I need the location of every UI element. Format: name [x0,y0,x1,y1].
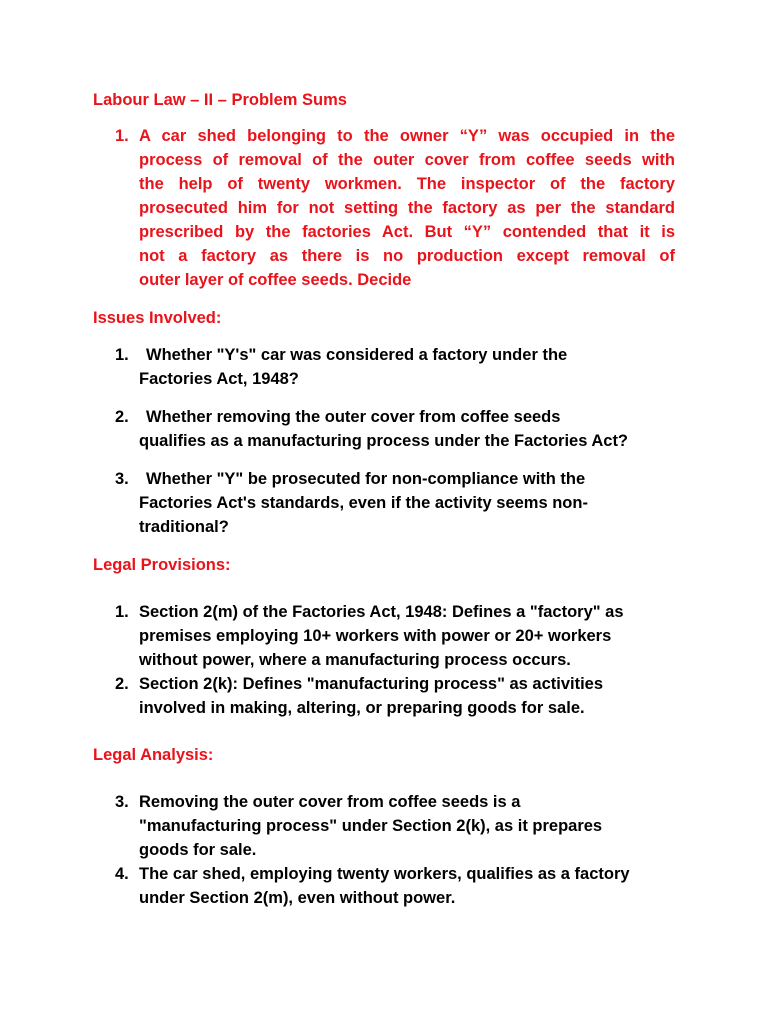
issues-heading: Issues Involved: [93,309,222,327]
issue-line: Whether "Y's" car was considered a factory under the [146,346,568,364]
issue-item [139,343,567,391]
problem-line: not a factory as there is no production except removal of [139,247,675,265]
issue-number: 1. [115,346,129,364]
analysis-number: 3. [115,793,129,811]
issue-number: 2. [115,408,129,426]
analysis-item [139,790,602,862]
problem-number: 1. [115,127,129,145]
issue-line: traditional? [139,518,229,536]
problem-line: process of removal of the outer cover from coffee seeds with [139,151,675,169]
issue-line: Factories Act's standards, even if the activity seems non- [139,494,588,512]
analysis-line: Removing the outer cover from coffee seeds is a [139,793,521,811]
provisions-heading: Legal Provisions: [93,556,231,574]
problem-line: prescribed by the factories Act. But “Y” contended that it is [139,223,675,241]
provision-line: Section 2(k): Defines "manufacturing process" as activities [139,675,604,693]
analysis-line: "manufacturing process" under Section 2(k), as it prepares [139,817,603,835]
provision-item [139,600,624,672]
problem-line: prosecuted him for not setting the factory as per the standard [139,199,675,217]
issue-line: qualifies as a manufacturing process under the Factories Act? [139,432,629,450]
provision-number: 2. [115,675,129,693]
analysis-line: The car shed, employing twenty workers, qualifies as a factory [139,865,630,883]
issue-number: 3. [115,470,129,488]
analysis-item [139,862,630,910]
issue-item [139,405,628,453]
provision-item [139,672,603,720]
issue-line: Whether "Y" be prosecuted for non-compliance with the [146,470,586,488]
analysis-heading: Legal Analysis: [93,746,214,764]
problem-line: the help of twenty workmen. The inspector of the factory [139,175,675,193]
document-title: Labour Law – II – Problem Sums [93,91,347,109]
analysis-number: 4. [115,865,129,883]
provision-line: premises employing 10+ workers with power or 20+ workers [139,627,612,645]
analysis-line: goods for sale. [139,841,257,859]
issue-line: Factories Act, 1948? [139,370,299,388]
issue-line: Whether removing the outer cover from coffee seeds [146,408,561,426]
provision-line: involved in making, altering, or preparing goods for sale. [139,699,585,717]
provision-line: without power, where a manufacturing process occurs. [139,651,571,669]
provision-line: Section 2(m) of the Factories Act, 1948: Defines a "factory" as [139,603,624,621]
provision-number: 1. [115,603,129,621]
problem-line: outer layer of coffee seeds. Decide [139,271,412,289]
problem-line: A car shed belonging to the owner “Y” was occupied in the [139,127,675,145]
analysis-line: under Section 2(m), even without power. [139,889,456,907]
problem-statement [139,124,675,292]
issue-item [139,467,588,539]
